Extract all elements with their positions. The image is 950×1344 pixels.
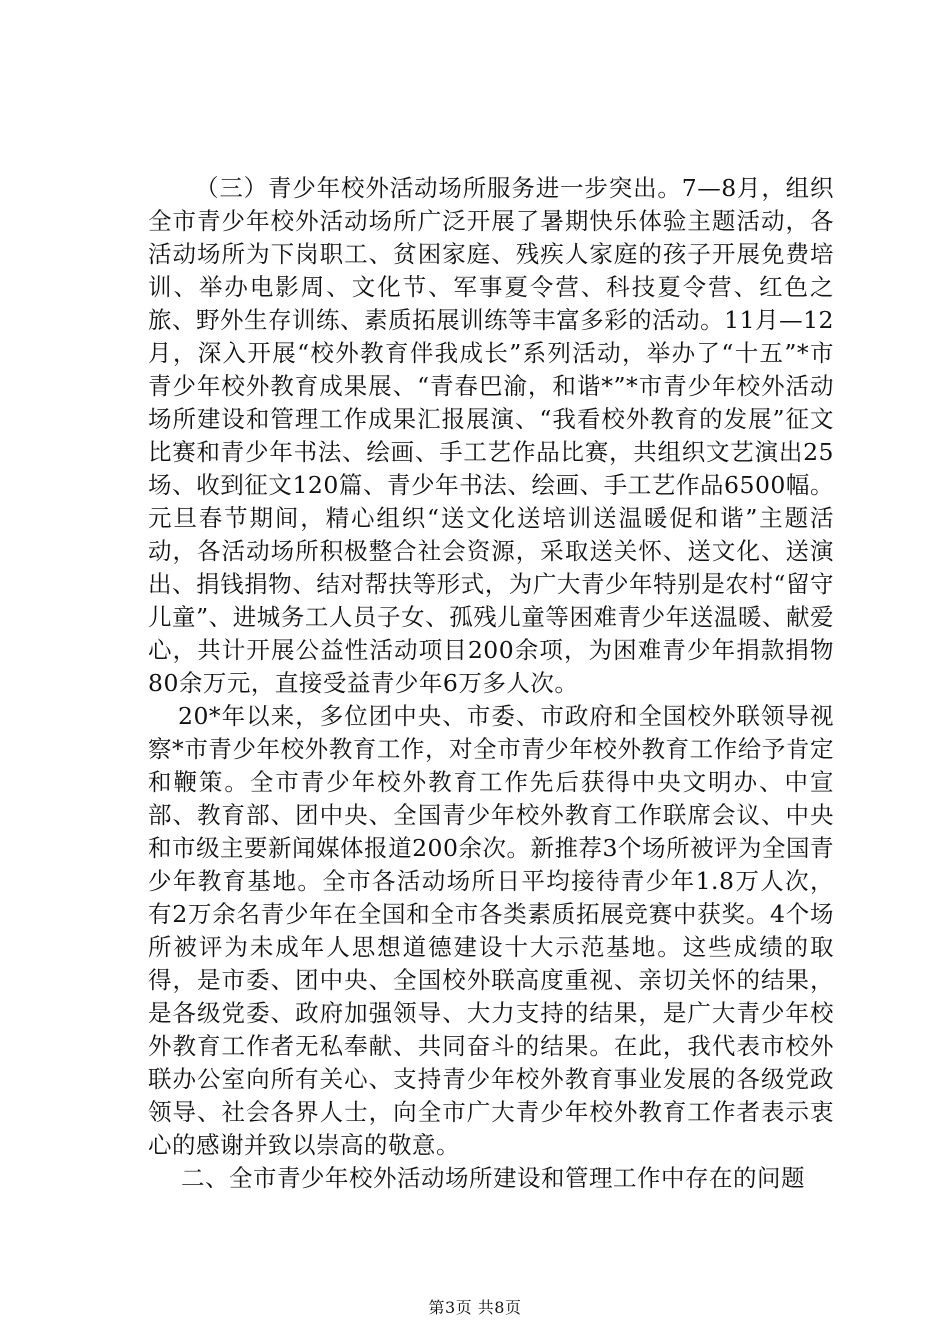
- document-body: [148, 172, 834, 1195]
- page-number-footer: 第3页 共8页: [428, 1298, 522, 1317]
- section-heading-problems: 二、全市青少年校外活动场所建设和管理工作中存在的问题: [181, 1164, 805, 1192]
- paragraph-achievements-thanks: 20*年以来，多位团中央、市委、市政府和全国校外联领导视察*市青少年校外教育工作，对全市青少年校外教育工作给予肯定和鞭策。全市青少年校外教育工作先后获得中央文明办、中宣部、教育部、团中央、全国青少年校外教育工作联席会议、中央和市级主要新闻媒体报道200余次。新推荐3个场所被评为全国青少年教育基地。全市各活动场所日平均接待青少年1.8万人次，有2万余名青少年在全国和全市各类素质拓展竞赛中获奖。4个场所被评为未成年人思想道德建设十大示范基地。这些成绩的取得，是市委、团中央、全国校外联高度重视、亲切关怀的结果，是各级党委、政府加强领导、大力支持的结果，是广大青少年校外教育工作者无私奉献、共同奋斗的结果。在此，我代表市校外联办公室向所有关心、支持青少年校外教育事业发展的各级党政领导、社会各界人士，向全市广大青少年校外教育工作者表示衷心的感谢并致以崇高的敬意。: [148, 702, 834, 1159]
- paragraph-youth-venue-services: （三）青少年校外活动场所服务进一步突出。7—8月，组织全市青少年校外活动场所广泛开展了暑期快乐体验主题活动，各活动场所为下岗职工、贫困家庭、残疾人家庭的孩子开展免费培训、举办电影周、文化节、军事夏令营、科技夏令营、红色之旅、野外生存训练、素质拓展训练等丰富多彩的活动。11月—12月，深入开展“校外教育伴我成长”系列活动，举办了“十五”*市青少年校外教育成果展、“青春巴渝，和谐*”*市青少年校外活动场所建设和管理工作成果汇报展演、“我看校外教育的发展”征文比赛和青少年书法、绘画、手工艺作品比赛，共组织文艺演出25场、收到征文120篇、青少年书法、绘画、手工艺作品6500幅。元旦春节期间，精心组织“送文化送培训送温暖促和谐”主题活动，各活动场所积极整合社会资源，采取送关怀、送文化、送演出、捐钱捐物、结对帮扶等形式，为广大青少年特别是农村“留守儿童”、进城务工人员子女、孤残儿童等困难青少年送温暖、献爱心，共计开展公益性活动项目200余项，为困难青少年捐款捐物80余万元，直接受益青少年6万多人次。: [148, 174, 834, 697]
